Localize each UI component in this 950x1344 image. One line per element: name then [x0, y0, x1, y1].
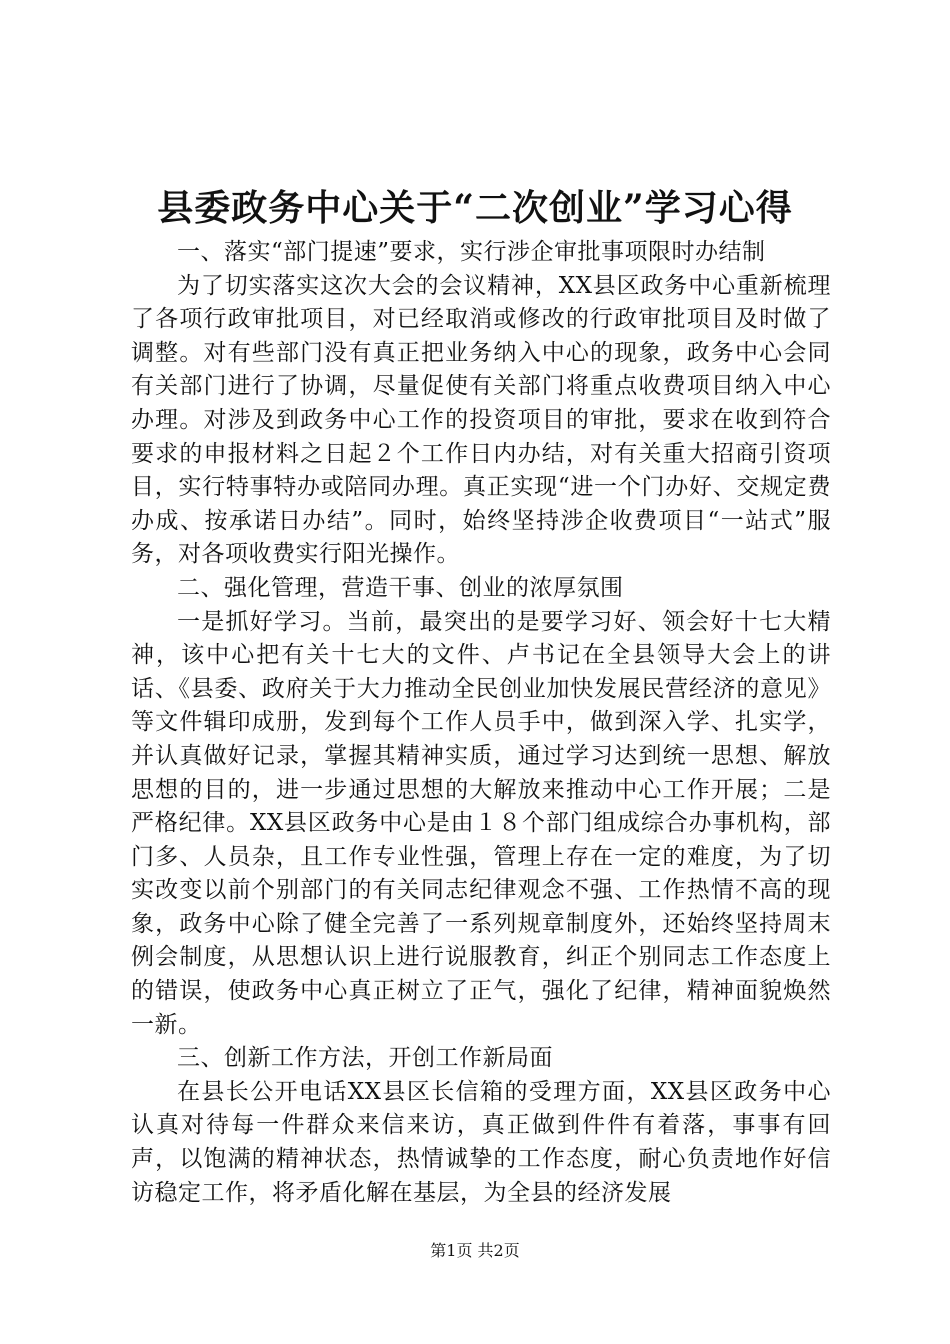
page-number-footer: 第1页 共2页	[430, 1241, 520, 1260]
paragraph-2: 一是抓好学习。当前，最突出的是要学习好、领会好十七大精神，该中心把有关十七大的文件、卢书记在全县领导大会上的讲话、《县委、政府关于大力推动全民创业加快发展民营经济的意见》等文件辑印成册，发到每个工作人员手中，做到深入学、扎实学，并认真做好记录，掌握其精神实质，通过学习达到统一思想、解放思想的目的，进一步通过思想的大解放来推动中心工作开展；二是严格纪律。XX县区政务中心是由１８个部门组成综合办事机构，部门多、人员杂，且工作专业性强，管理上存在一定的难度，为了切实改变以前个别部门的有关同志纪律观念不强、工作热情不高的现象，政务中心除了健全完善了一系列规章制度外，还始终坚持周末例会制度，从思想认识上进行说服教育，纠正个别同志工作态度上的错误，使政务中心真正树立了正气，强化了纪律，精神面貌焕然一新。	[131, 608, 831, 1038]
document-title: 县委政务中心关于“二次创业”学习心得	[157, 187, 793, 229]
section-heading-3: 三、创新工作方法，开创工作新局面	[177, 1045, 553, 1072]
paragraph-1: 为了切实落实这次大会的会议精神，XX县区政务中心重新梳理了各项行政审批项目，对已经取消或修改的行政审批项目及时做了调整。对有些部门没有真正把业务纳入中心的现象，政务中心会同有关部门进行了协调，尽量促使有关部门将重点收费项目纳入中心办理。对涉及到政务中心工作的投资项目的审批，要求在收到符合要求的申报材料之日起２个工作日内办结，对有关重大招商引资项目，实行特事特办或陪同办理。真正实现“进一个门办好、交规定费办成、按承诺日办结”。同时，始终坚持涉企收费项目“一站式”服务，对各项收费实行阳光操作。	[131, 272, 831, 568]
paragraph-3: 在县长公开电话XX县区长信箱的受理方面，XX县区政务中心认真对待每一件群众来信来访，真正做到件件有着落，事事有回声，以饱满的精神状态，热情诚挚的工作态度，耐心负责地作好信访稳定工作，将矛盾化解在基层，为全县的经济发展	[131, 1078, 831, 1206]
section-heading-2: 二、强化管理，营造干事、创业的浓厚氛围	[177, 574, 624, 601]
section-heading-1: 一、落实“部门提速”要求，实行涉企审批事项限时办结制	[177, 239, 766, 265]
document-body	[131, 236, 831, 1210]
